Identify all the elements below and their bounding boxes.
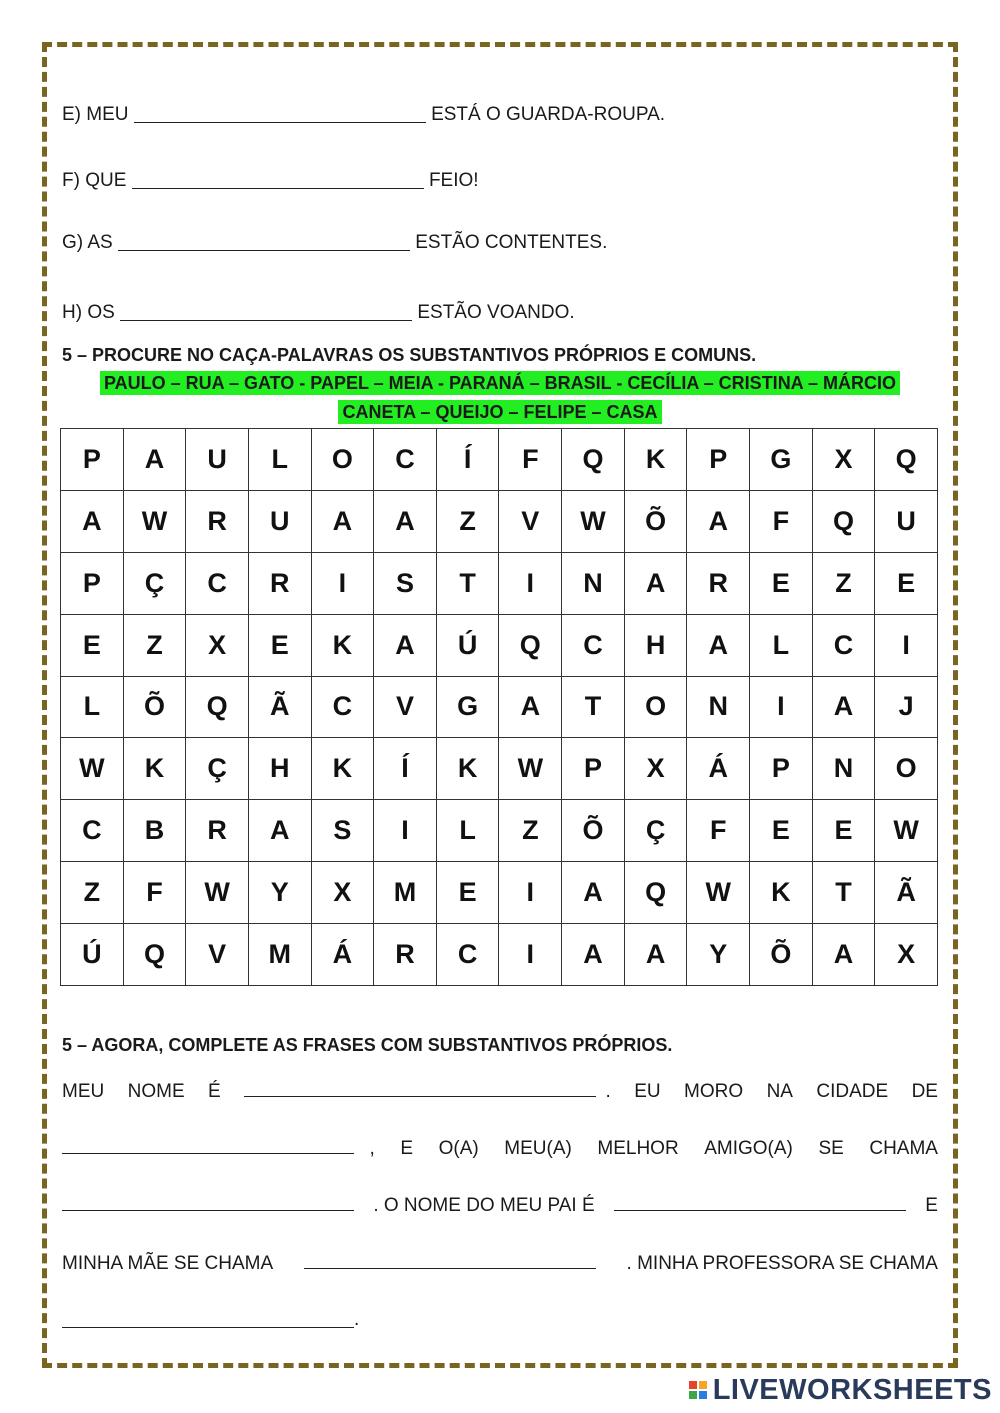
logo-square — [699, 1381, 707, 1389]
word: AMIGO(A) — [704, 1138, 793, 1159]
grid-cell[interactable]: C — [312, 677, 375, 739]
grid-cell[interactable]: R — [687, 553, 750, 615]
grid-cell[interactable]: B — [124, 800, 187, 862]
grid-cell[interactable]: W — [186, 862, 249, 924]
grid-cell[interactable]: A — [374, 615, 437, 677]
grid-cell[interactable]: F — [750, 491, 813, 553]
line-prefix: H) OS — [62, 302, 115, 323]
grid-cell[interactable]: U — [186, 429, 249, 491]
grid-cell[interactable]: Z — [437, 491, 500, 553]
grid-cell[interactable]: R — [249, 553, 312, 615]
name-blank[interactable] — [244, 1079, 596, 1097]
grid-cell[interactable]: W — [124, 491, 187, 553]
mother-blank[interactable] — [304, 1251, 596, 1269]
exercise-line-g — [62, 232, 607, 254]
grid-cell[interactable]: Z — [499, 800, 562, 862]
grid-cell[interactable]: Y — [687, 924, 750, 986]
grid-cell[interactable]: Õ — [625, 491, 688, 553]
word: , — [369, 1138, 375, 1159]
word: NA — [766, 1081, 793, 1102]
grid-cell[interactable]: V — [499, 491, 562, 553]
grid-cell[interactable]: K — [625, 429, 688, 491]
grid-cell[interactable]: A — [625, 553, 688, 615]
grid-cell[interactable]: K — [312, 738, 375, 800]
grid-cell[interactable]: K — [437, 738, 500, 800]
line-suffix: ESTÁ O GUARDA-ROUPA. — [431, 104, 666, 125]
grid-cell[interactable]: I — [374, 800, 437, 862]
word-search-grid — [60, 428, 938, 986]
grid-cell[interactable]: A — [312, 491, 375, 553]
word: SE — [818, 1138, 844, 1159]
word: . — [354, 1309, 360, 1330]
grid-cell[interactable]: O — [625, 677, 688, 739]
grid-cell[interactable]: L — [61, 677, 124, 739]
sentence-fragment: MINHA MÃE SE CHAMA — [62, 1253, 274, 1274]
grid-cell[interactable]: U — [875, 491, 938, 553]
logo-square — [689, 1381, 697, 1389]
grid-cell[interactable]: C — [562, 615, 625, 677]
paragraph-line-3 — [62, 1193, 938, 1217]
line-prefix: G) AS — [62, 232, 113, 253]
grid-cell[interactable]: Y — [249, 862, 312, 924]
grid-cell[interactable]: V — [186, 924, 249, 986]
grid-cell[interactable]: P — [61, 553, 124, 615]
grid-cell[interactable]: I — [875, 615, 938, 677]
city-blank[interactable] — [62, 1136, 354, 1154]
grid-cell[interactable]: A — [374, 491, 437, 553]
word: CHAMA — [869, 1138, 938, 1159]
word: CIDADE — [816, 1081, 889, 1102]
answer-blank[interactable] — [134, 105, 426, 123]
grid-cell[interactable]: L — [750, 615, 813, 677]
grid-cell[interactable]: Í — [374, 738, 437, 800]
grid-cell[interactable]: S — [374, 553, 437, 615]
word: MEU — [62, 1081, 105, 1102]
grid-cell[interactable]: W — [687, 862, 750, 924]
word: MEU(A) — [504, 1138, 572, 1159]
grid-cell[interactable]: Q — [499, 615, 562, 677]
word: MORO — [684, 1081, 744, 1102]
grid-cell[interactable]: Ã — [249, 677, 312, 739]
grid-cell[interactable]: R — [374, 924, 437, 986]
answer-blank[interactable] — [132, 171, 424, 189]
grid-cell[interactable]: W — [875, 800, 938, 862]
grid-cell[interactable]: A — [813, 677, 876, 739]
grid-cell[interactable]: T — [813, 862, 876, 924]
grid-cell[interactable]: Z — [813, 553, 876, 615]
grid-cell[interactable]: A — [687, 615, 750, 677]
logo-square — [689, 1391, 697, 1399]
grid-cell[interactable]: C — [437, 924, 500, 986]
grid-cell[interactable]: E — [437, 862, 500, 924]
grid-cell[interactable]: Q — [625, 862, 688, 924]
grid-cell[interactable]: P — [687, 429, 750, 491]
grid-cell[interactable]: E — [750, 553, 813, 615]
grid-cell[interactable]: R — [186, 491, 249, 553]
grid-cell[interactable]: P — [750, 738, 813, 800]
grid-cell[interactable]: X — [875, 924, 938, 986]
grid-cell[interactable]: C — [186, 553, 249, 615]
grid-cell[interactable]: V — [374, 677, 437, 739]
grid-cell[interactable]: K — [750, 862, 813, 924]
father-blank[interactable] — [614, 1193, 906, 1211]
grid-cell[interactable]: Ú — [61, 924, 124, 986]
logo-text: LIVEWORKSHEETS — [712, 1373, 992, 1406]
grid-cell[interactable]: Õ — [562, 800, 625, 862]
word-list-highlight: CANETA – QUEIJO – FELIPE – CASA — [338, 400, 661, 424]
grid-cell[interactable]: T — [437, 553, 500, 615]
grid-cell[interactable]: Z — [61, 862, 124, 924]
paragraph-line-1 — [62, 1079, 938, 1103]
word: DE — [911, 1081, 938, 1102]
grid-cell[interactable]: K — [312, 615, 375, 677]
grid-cell[interactable]: Ç — [625, 800, 688, 862]
line-suffix: ESTÃO CONTENTES. — [415, 232, 608, 253]
word-list-line-2 — [0, 402, 1000, 423]
grid-cell[interactable]: C — [813, 615, 876, 677]
grid-cell[interactable]: Ú — [437, 615, 500, 677]
grid-cell[interactable]: E — [61, 615, 124, 677]
grid-cell[interactable]: E — [750, 800, 813, 862]
grid-cell[interactable]: M — [374, 862, 437, 924]
grid-cell[interactable]: A — [249, 800, 312, 862]
grid-cell[interactable]: L — [249, 429, 312, 491]
grid-cell[interactable]: C — [374, 429, 437, 491]
grid-cell[interactable]: F — [687, 800, 750, 862]
grid-cell[interactable]: E — [813, 800, 876, 862]
grid-cell[interactable]: A — [562, 862, 625, 924]
grid-cell[interactable]: G — [437, 677, 500, 739]
grid-cell[interactable]: R — [186, 800, 249, 862]
line-prefix: E) MEU — [62, 104, 129, 125]
grid-cell[interactable]: E — [875, 553, 938, 615]
word: MELHOR — [597, 1138, 679, 1159]
grid-cell[interactable]: C — [61, 800, 124, 862]
grid-cell[interactable]: N — [562, 553, 625, 615]
grid-cell[interactable]: Q — [186, 677, 249, 739]
grid-cell[interactable]: X — [625, 738, 688, 800]
grid-cell[interactable]: G — [750, 429, 813, 491]
grid-cell[interactable]: X — [186, 615, 249, 677]
grid-cell[interactable]: W — [61, 738, 124, 800]
sentence-fragment: . O NOME DO MEU PAI É — [373, 1195, 595, 1216]
friend-blank[interactable] — [62, 1193, 354, 1211]
logo-square — [699, 1391, 707, 1399]
grid-cell[interactable]: Ç — [124, 553, 187, 615]
grid-cell[interactable]: Ã — [875, 862, 938, 924]
grid-cell[interactable]: W — [499, 738, 562, 800]
liveworksheets-logo — [689, 1373, 992, 1407]
word: O(A) — [438, 1138, 479, 1159]
word: É — [208, 1081, 221, 1102]
grid-cell[interactable]: A — [625, 924, 688, 986]
grid-cell[interactable]: P — [562, 738, 625, 800]
grid-cell[interactable]: I — [312, 553, 375, 615]
grid-cell[interactable]: J — [875, 677, 938, 739]
word: NOME — [127, 1081, 185, 1102]
exercise-line-f — [62, 170, 479, 192]
grid-cell[interactable]: Í — [437, 429, 500, 491]
exercise-line-e — [62, 104, 665, 126]
grid-cell[interactable]: U — [249, 491, 312, 553]
grid-cell[interactable]: N — [687, 677, 750, 739]
grid-cell[interactable]: N — [813, 738, 876, 800]
grid-cell[interactable]: F — [124, 862, 187, 924]
answer-blank[interactable] — [120, 303, 412, 321]
grid-cell[interactable]: W — [562, 491, 625, 553]
grid-cell[interactable]: H — [249, 738, 312, 800]
teacher-blank[interactable] — [62, 1310, 354, 1328]
grid-cell[interactable]: A — [687, 491, 750, 553]
grid-cell[interactable]: A — [61, 491, 124, 553]
grid-cell[interactable]: O — [875, 738, 938, 800]
grid-cell[interactable]: Õ — [750, 924, 813, 986]
grid-cell[interactable]: I — [499, 924, 562, 986]
word-list-line-1 — [0, 373, 1000, 394]
answer-blank[interactable] — [118, 233, 410, 251]
line-prefix: F) QUE — [62, 170, 127, 191]
word: EU — [634, 1081, 661, 1102]
sentence-fragment: . MINHA PROFESSORA SE CHAMA — [626, 1253, 938, 1274]
paragraph-line-5 — [62, 1309, 359, 1331]
grid-cell[interactable]: A — [124, 429, 187, 491]
logo-mark-icon — [689, 1381, 707, 1399]
grid-cell[interactable]: E — [249, 615, 312, 677]
grid-cell[interactable]: Z — [124, 615, 187, 677]
exercise-line-h — [62, 302, 575, 324]
grid-cell[interactable]: P — [61, 429, 124, 491]
grid-cell[interactable]: A — [813, 924, 876, 986]
grid-cell[interactable]: K — [124, 738, 187, 800]
grid-cell[interactable]: Õ — [124, 677, 187, 739]
grid-cell[interactable]: I — [499, 862, 562, 924]
grid-cell[interactable]: Q — [813, 491, 876, 553]
grid-cell[interactable]: Á — [687, 738, 750, 800]
word-search-heading: 5 – PROCURE NO CAÇA-PALAVRAS OS SUBSTANTIVOS PRÓPRIOS E COMUNS. — [62, 345, 757, 365]
word-list-highlight: PAULO – RUA – GATO - PAPEL – MEIA - PARANÁ – BRASIL - CECÍLIA – CRISTINA – MÁRCIO — [100, 371, 900, 395]
line-suffix: ESTÃO VOANDO. — [417, 302, 575, 323]
grid-cell[interactable]: S — [312, 800, 375, 862]
grid-cell[interactable]: X — [813, 429, 876, 491]
paragraph-line-4 — [62, 1251, 938, 1275]
grid-cell[interactable]: L — [437, 800, 500, 862]
grid-cell[interactable]: I — [750, 677, 813, 739]
line-suffix: FEIO! — [428, 170, 479, 191]
grid-cell[interactable]: Q — [875, 429, 938, 491]
word: E — [925, 1195, 938, 1216]
grid-cell[interactable]: Ç — [186, 738, 249, 800]
grid-cell[interactable]: O — [312, 429, 375, 491]
grid-cell[interactable]: T — [562, 677, 625, 739]
grid-cell[interactable]: F — [499, 429, 562, 491]
complete-sentences-heading: 5 – AGORA, COMPLETE AS FRASES COM SUBSTANTIVOS PRÓPRIOS. — [62, 1035, 673, 1055]
grid-cell[interactable]: X — [312, 862, 375, 924]
grid-cell[interactable]: Q — [562, 429, 625, 491]
grid-cell[interactable]: I — [499, 553, 562, 615]
grid-cell[interactable]: M — [249, 924, 312, 986]
grid-cell[interactable]: A — [562, 924, 625, 986]
paragraph-line-2 — [62, 1136, 938, 1160]
grid-cell[interactable]: Á — [312, 924, 375, 986]
word: . — [605, 1081, 611, 1102]
grid-cell[interactable]: A — [499, 677, 562, 739]
grid-cell[interactable]: H — [625, 615, 688, 677]
word: E — [400, 1138, 414, 1159]
grid-cell[interactable]: Q — [124, 924, 187, 986]
